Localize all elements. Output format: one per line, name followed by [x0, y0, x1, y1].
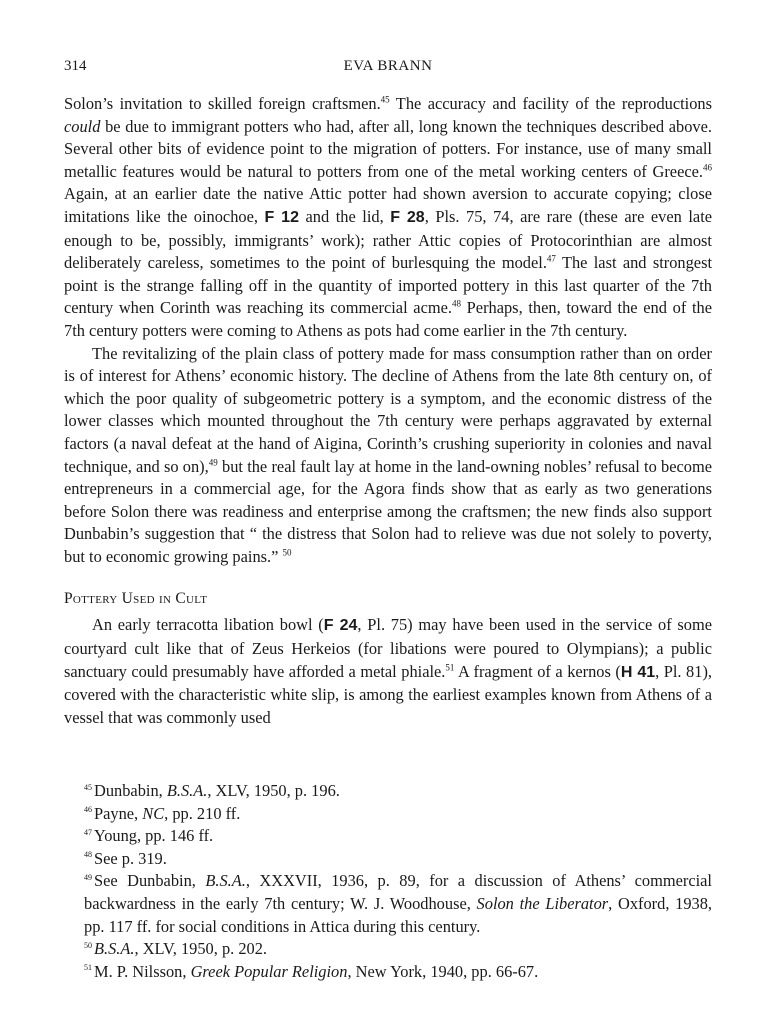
- catalog-ref: F 12: [264, 208, 299, 226]
- footnote-number: 47: [84, 827, 92, 837]
- catalog-ref: H 41: [620, 663, 656, 681]
- text-run: The revitalizing of the plain class of pottery made for mass consumption rather than on order is of interest for Athens’ economic history. The decline of Athens from the late 8th century on, of which the poor quality of subgeometric pottery is a symptom, and the economic distress of the lower classes which mounted throughout the 7th century were perhaps aggravated by external factors (a naval defeat at the hand of Aigina, Corinth’s crushing superiority in colonies and naval technique, and so on),: [64, 343, 712, 476]
- footnote-number: 48: [84, 850, 92, 860]
- footnote: [64, 803, 712, 826]
- footnotes: [64, 780, 712, 983]
- text-run: , Pl. 75) may have been used in the service of some courtyard cult like that of Zeus Herkeios (for libations were poured to Olympians); a public sanctuary could presumably have afforded a metal phiale.: [64, 615, 712, 681]
- text-run: and the lid,: [298, 206, 391, 226]
- paragraph-2: [64, 343, 712, 569]
- footnote-number: 51: [84, 963, 92, 973]
- emphasis: B.S.A.: [205, 871, 246, 891]
- text-run: , XXXVII, 1936, p. 89, for a discussion of Athens’ commercial backwardness in the early 7th century; W. J. Woodhouse,: [84, 871, 712, 913]
- footnote-ref: 48: [451, 298, 461, 309]
- text-run: A fragment of a kernos (: [454, 661, 621, 681]
- text-run: , pp. 210 ff.: [164, 803, 241, 823]
- text-run: , Pls. 75, 74, are rare (these are even late enough to be, possibly, immigrants’ work); rather Attic copies of Protocorinthian are almost deliberately careless, sometimes to the point of burlesquing the model.: [64, 206, 713, 273]
- text-run: An early terracotta libation bowl (: [92, 615, 324, 635]
- text-run: Again, at an earlier date the native Attic potter had shown aversion to accurate copying; close imitations like the oinochoe,: [64, 184, 712, 226]
- text-run: The last and strongest point is the strange falling off in the quantity of imported pottery in this last quarter of the 7th century when Corinth was reaching its commercial acme.: [64, 253, 712, 318]
- text-run: Dunbabin,: [94, 781, 167, 800]
- footnote-ref: 47: [546, 253, 556, 264]
- text-run: See Dunbabin,: [94, 871, 206, 891]
- emphasis: B.S.A.: [94, 939, 135, 959]
- footnote: [64, 780, 712, 803]
- text-run: be due to immigrant potters who had, after all, long known the techniques described above. Several other bits of evidence point to the migration of potters. For instance, use of many small metallic features would be natural to potters from one of the metal working centers of Greece.: [64, 116, 712, 181]
- footnote-ref: 46: [703, 162, 712, 173]
- footnote-ref: 50: [282, 547, 292, 558]
- text-run: Payne,: [94, 803, 143, 823]
- text-run: , XLV, 1950, p. 202.: [134, 939, 268, 959]
- footnote: [64, 825, 712, 848]
- footnote-number: 46: [84, 805, 92, 815]
- footnote-number: 49: [84, 872, 92, 882]
- footnote: [64, 938, 712, 961]
- emphasis: NC: [142, 803, 165, 823]
- paragraph-1: [64, 93, 712, 343]
- footnote-number: 45: [84, 782, 92, 792]
- footnote-ref: 45: [380, 94, 390, 105]
- text-run: The accuracy and facility of the reproductions: [389, 94, 712, 113]
- text-run: Perhaps, then, toward the end of the 7th century potters were coming to Athens as pots had come earlier in the 7th century.: [64, 298, 712, 340]
- emphasis: B.S.A.: [166, 781, 208, 800]
- text-run: M. P. Nilsson,: [94, 961, 191, 981]
- footnote: [64, 961, 712, 984]
- paragraph-3: [64, 614, 712, 729]
- footnote: [64, 870, 712, 938]
- catalog-ref: F 28: [390, 208, 425, 226]
- footnote-ref: 49: [208, 457, 218, 468]
- emphasis: Greek Popular Religion: [190, 961, 348, 981]
- body-text: [64, 93, 712, 729]
- section-heading: Pottery Used in Cult: [64, 590, 208, 608]
- footnote-ref: 51: [445, 662, 455, 673]
- footnote-number: 50: [84, 940, 92, 950]
- text-run: Young, pp. 146 ff.: [94, 826, 214, 846]
- text-run: , XLV, 1950, p. 196.: [207, 781, 340, 800]
- text-run: , Pl. 81), covered with the characteristic white slip, is among the earliest examples known from Athens of a vessel that was commonly used: [64, 661, 713, 727]
- emphasis: Solon the Liberator: [476, 893, 609, 913]
- running-head: EVA BRANN: [343, 58, 433, 74]
- page-header: [64, 58, 712, 80]
- text-run: , New York, 1940, pp. 66-67.: [347, 961, 539, 981]
- text-run: but the real fault lay at home in the land-owning nobles’ refusal to become entrepreneurs in a commercial age, for the Agora finds show that as early as two generations before Solon there was readiness and enterprise among the craftsmen; the new finds also support Dunbabin’s suggestion that “ the distress that Solon had to relieve was due not solely to poverty, but to economic growing pains.”: [64, 456, 713, 566]
- catalog-ref: F 24: [323, 617, 358, 635]
- text-run: See p. 319.: [94, 848, 167, 868]
- page-number: 314: [64, 58, 87, 74]
- emphasis: could: [64, 116, 101, 136]
- footnote: [64, 848, 712, 871]
- text-run: , Oxford, 1938, pp. 117 ff. for social conditions in Attica during this century.: [84, 893, 713, 936]
- text-run: Solon’s invitation to skilled foreign craftsmen.: [64, 94, 381, 113]
